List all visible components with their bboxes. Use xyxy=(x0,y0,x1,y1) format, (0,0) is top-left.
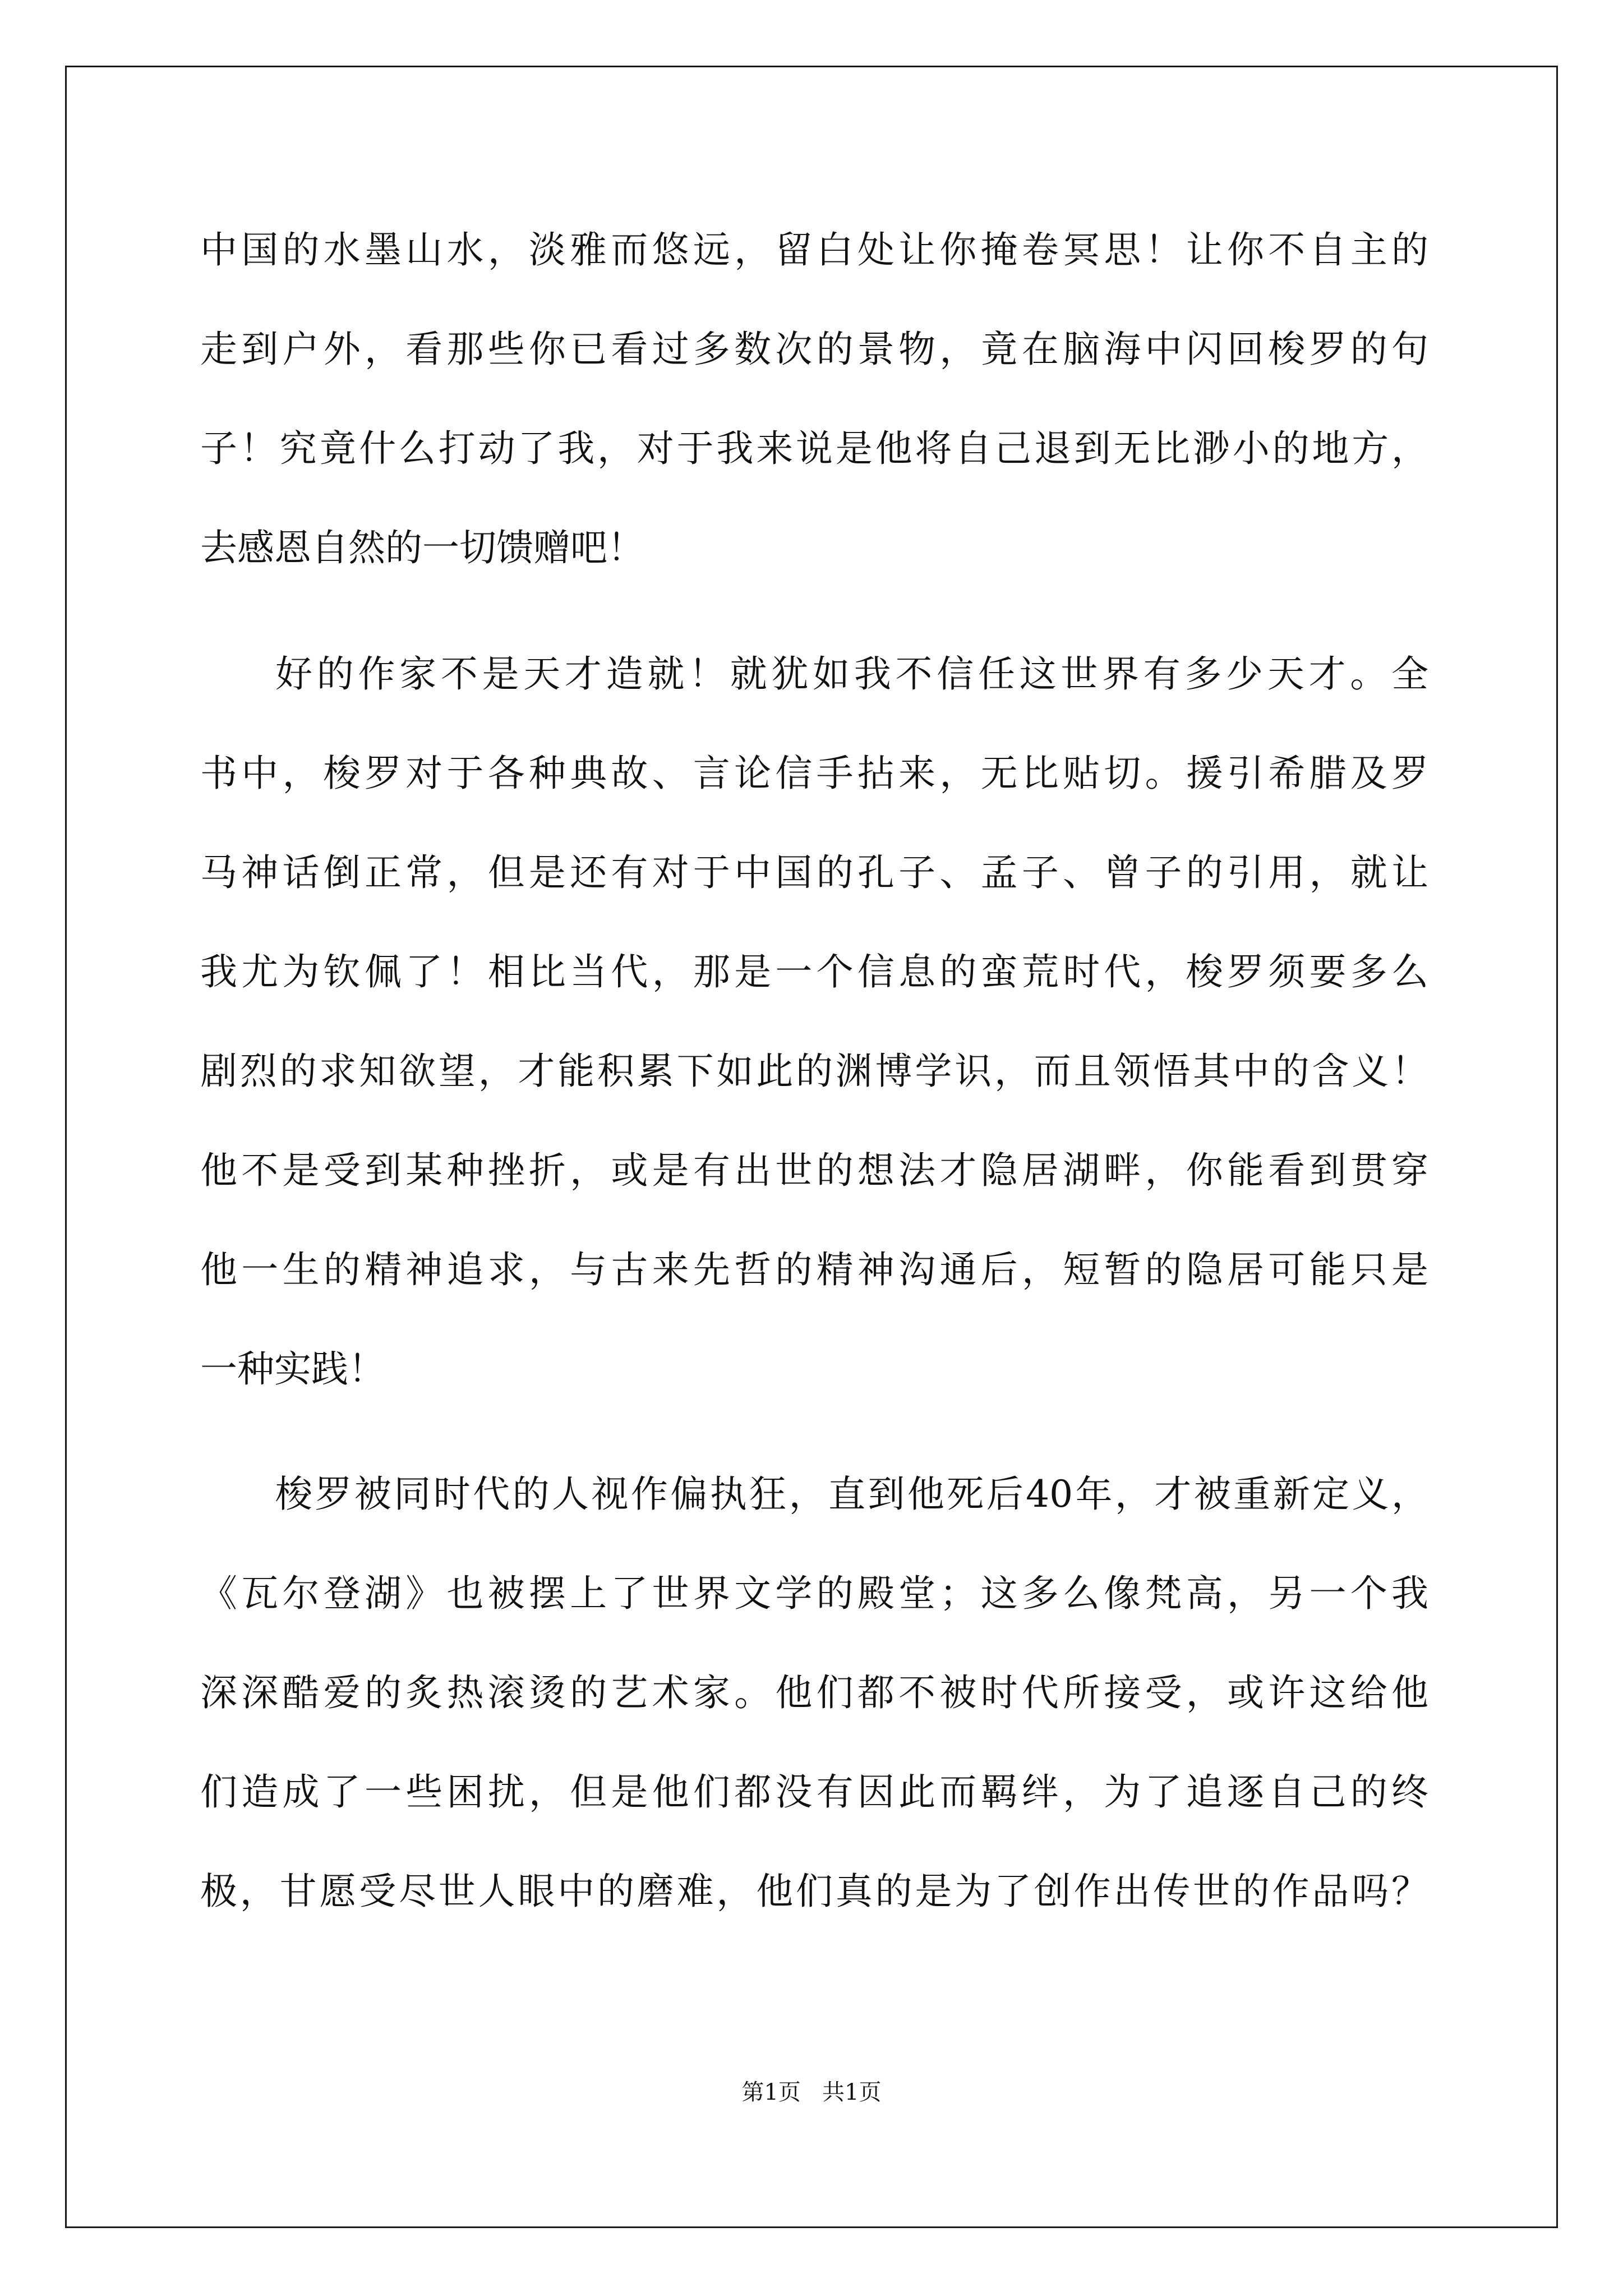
paragraph-first-line: 好的作家不是天才造就！就犹如我不信任这世界有多少天才。全 xyxy=(275,652,1428,696)
body-text-line: 去感恩自然的一切馈赠吧！ xyxy=(200,526,644,569)
body-text-line: 他一生的精神追求，与古来先哲的精神沟通后，短暂的隐居可能只是 xyxy=(200,1248,1428,1291)
body-text-line: 《瓦尔登湖》也被摆上了世界文学的殿堂；这多么像梵高，另一个我 xyxy=(200,1572,1428,1615)
body-text-line: 极，甘愿受尽世人眼中的磨难，他们真的是为了创作出传世的作品吗？ xyxy=(200,1870,1428,1913)
body-text-line: 深深酷爱的炙热滚烫的艺术家。他们都不被时代所接受，或许这给他 xyxy=(200,1671,1428,1714)
page-number-footer: 第1页 共1页 xyxy=(741,2079,882,2105)
body-text-line: 书中，梭罗对于各种典故、言论信手拈来，无比贴切。援引希腊及罗 xyxy=(200,752,1428,795)
body-text-line: 他不是受到某种挫折，或是有出世的想法才隐居湖畔，你能看到贯穿 xyxy=(200,1149,1428,1192)
body-text-line: 们造成了一些困扰，但是他们都没有因此而羁绊，为了追逐自己的终 xyxy=(200,1770,1428,1814)
paragraph-first-line: 梭罗被同时代的人视作偏执狂，直到他死后40年，才被重新定义， xyxy=(275,1473,1428,1516)
body-text-line: 中国的水墨山水，淡雅而悠远，留白处让你掩卷冥思！让你不自主的 xyxy=(200,228,1428,272)
body-text-line: 剧烈的求知欲望，才能积累下如此的渊博学识，而且领悟其中的含义！ xyxy=(200,1050,1428,1093)
body-text-line: 走到户外，看那些你已看过多数次的景物，竟在脑海中闪回梭罗的句 xyxy=(200,328,1428,371)
body-text-line: 马神话倒正常，但是还有对于中国的孔子、孟子、曾子的引用，就让 xyxy=(200,851,1428,894)
body-text-line: 我尤为钦佩了！相比当代，那是一个信息的蛮荒时代，梭罗须要多么 xyxy=(200,950,1428,993)
body-text-line: 子！究竟什么打动了我，对于我来说是他将自己退到无比渺小的地方， xyxy=(200,427,1428,470)
body-text-line: 一种实践！ xyxy=(200,1347,385,1391)
